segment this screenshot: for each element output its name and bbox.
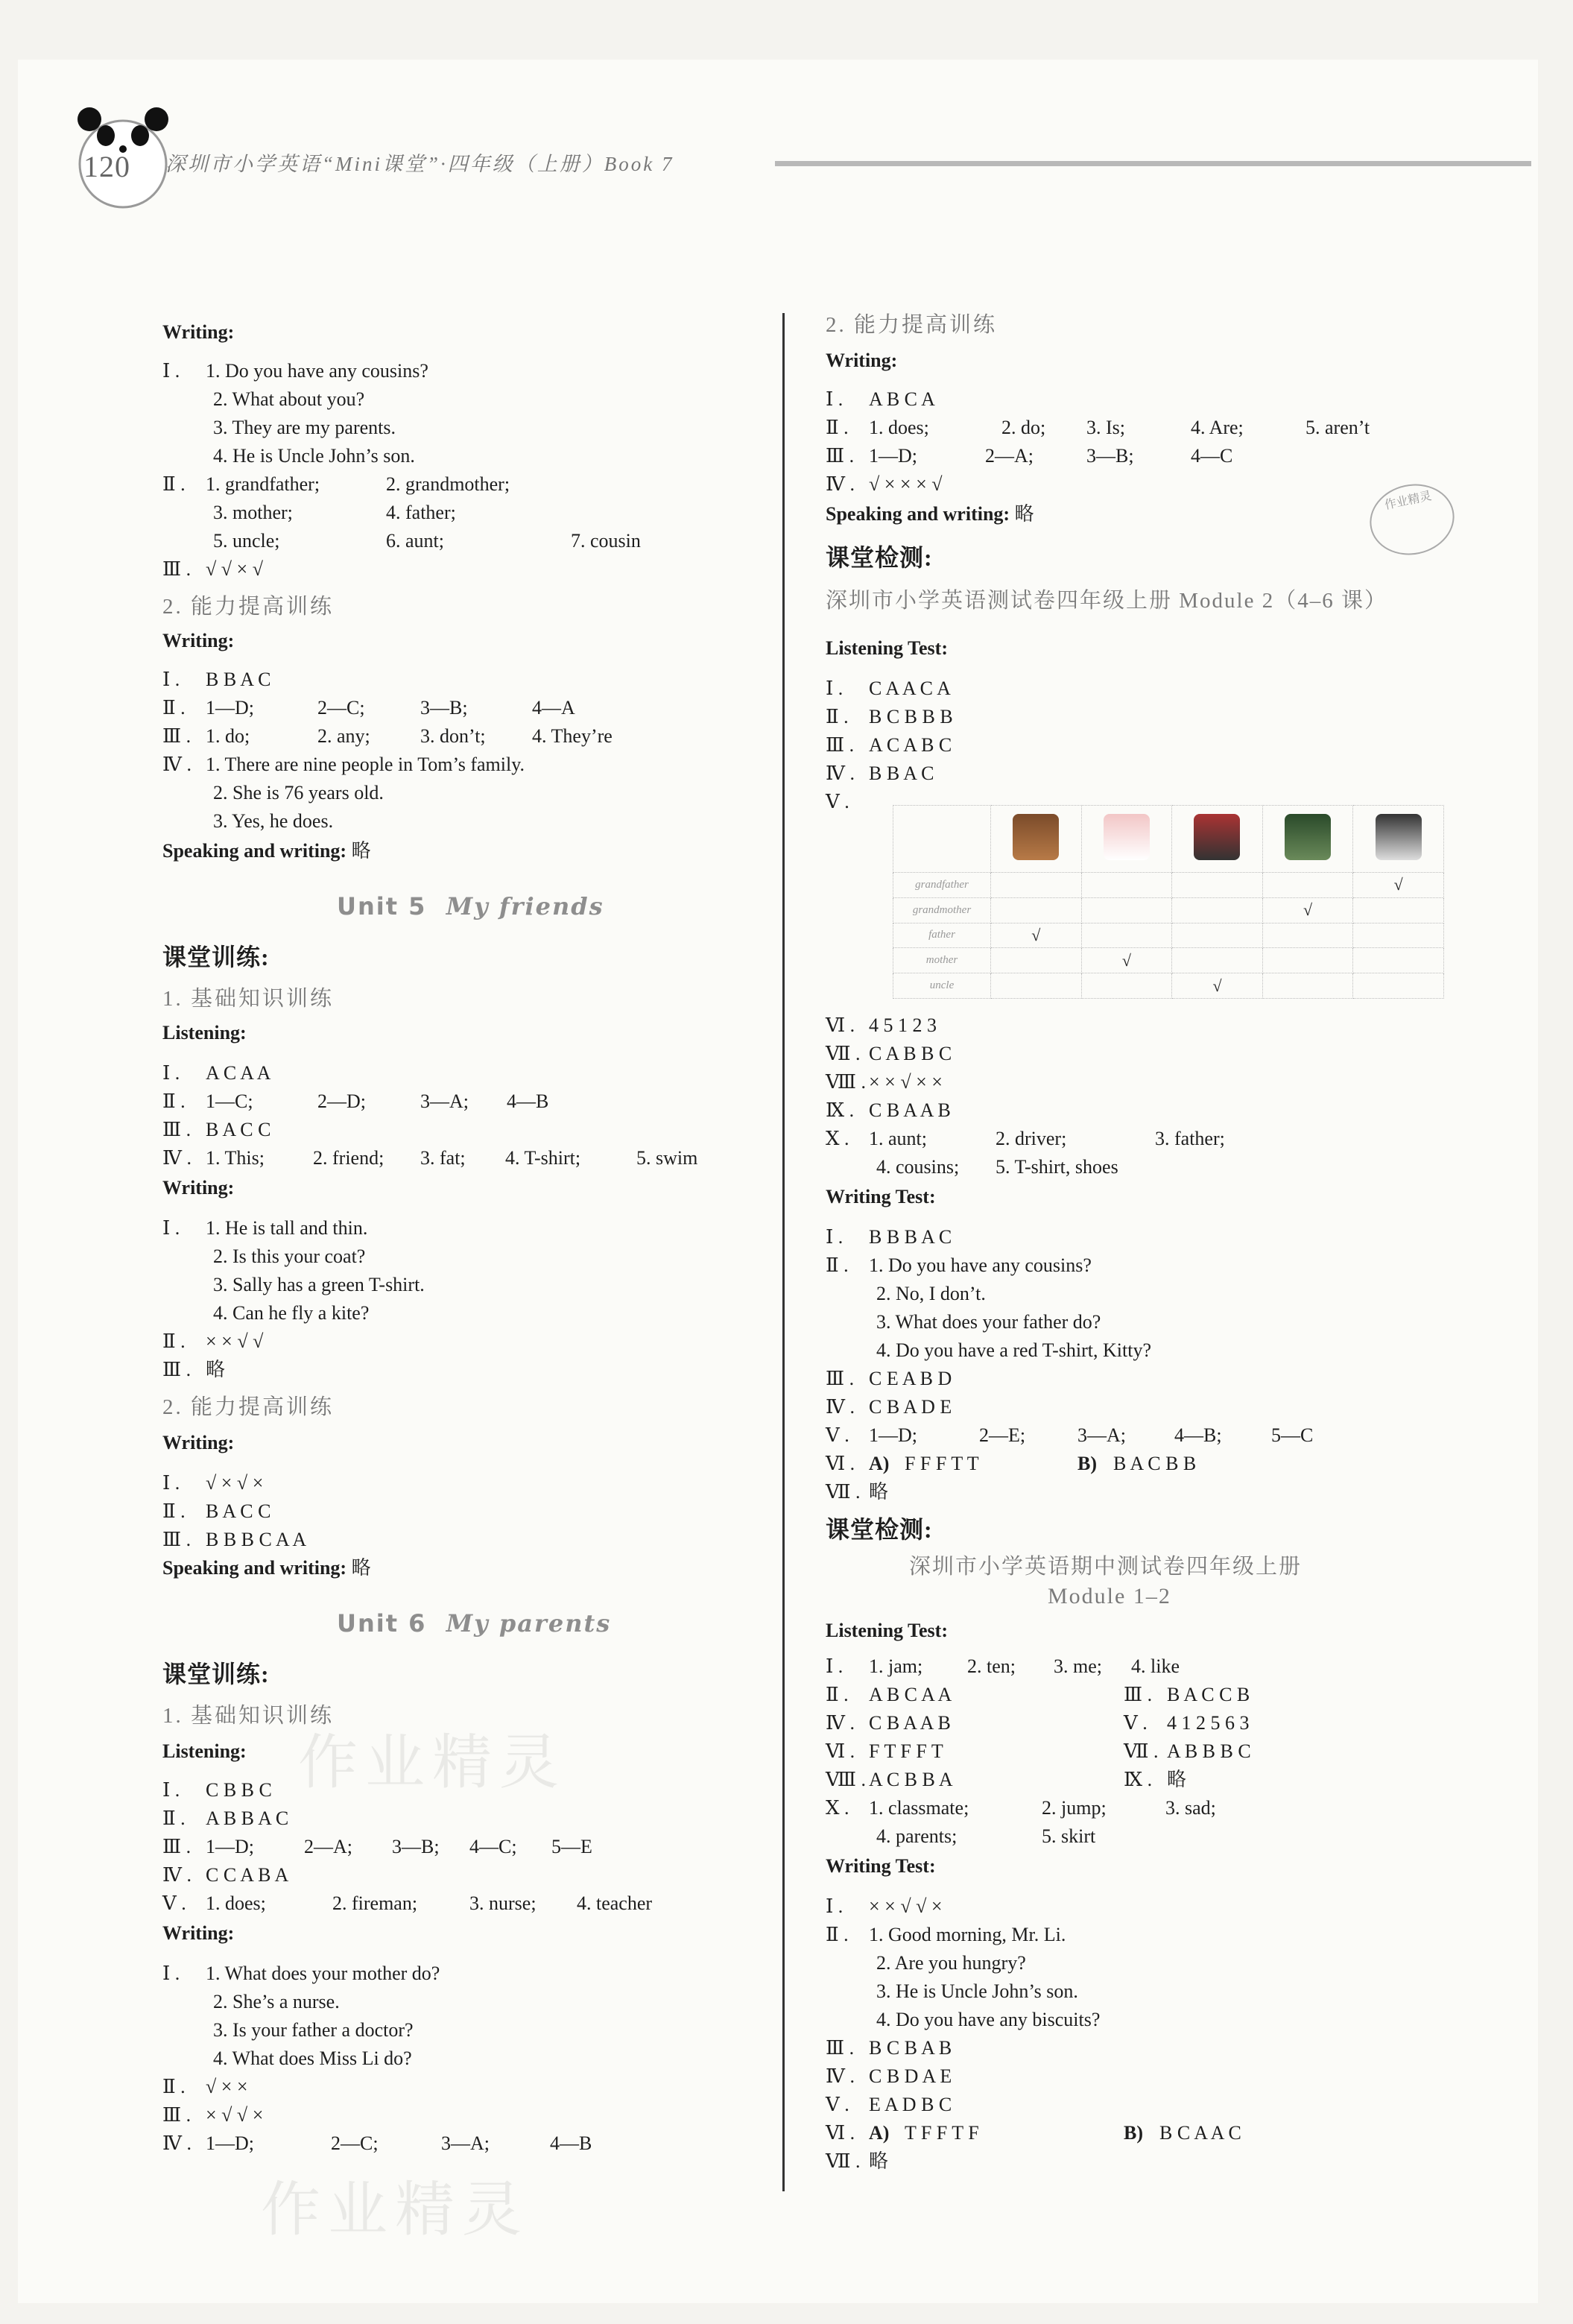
answer-row: 2. No, I don’t. [876, 1283, 986, 1304]
answer-row: Ⅳ . 1—D; 2—C; 3—A; 4—B [162, 2132, 592, 2154]
answer-row: 2. Is this your coat? [213, 1245, 366, 1267]
answer-row: 4. He is Uncle John’s son. [213, 445, 415, 467]
speaking-writing: Speaking and writing: 略 [162, 1557, 371, 1579]
answer-row: Ⅱ . B C B B B [826, 706, 953, 727]
stamp-logo: 作业精灵 [1363, 476, 1460, 563]
answer-row: Ⅱ . 1. Good morning, Mr. Li. [826, 1924, 1066, 1945]
answer-row: Ⅲ . C E A B D [826, 1368, 952, 1389]
answer-row: Ⅴ . E A D B C [826, 2094, 952, 2115]
speaking-writing: Speaking and writing: 略 [826, 503, 1034, 525]
answer-row: Ⅲ . 1—D; 2—A; 3—B; 4—C [826, 445, 1233, 467]
answer-row: Ⅲ . A C A B C [826, 734, 952, 756]
table-row-label: grandmother [893, 897, 991, 923]
answer-row: 2. What about you? [213, 388, 365, 410]
answer-row: Ⅶ . 略 [826, 2150, 889, 2172]
section-label: Writing: [162, 1432, 235, 1453]
right-column [826, 313, 1526, 2191]
answer-row: 3. They are my parents. [213, 417, 396, 438]
page-header [45, 89, 1528, 224]
header-rule [775, 161, 1531, 166]
answer-row: Ⅴ . [826, 791, 849, 812]
answer-row: Ⅵ . 4 5 1 2 3 [826, 1014, 937, 1036]
answer-row: Ⅰ . B B B A C [826, 1226, 952, 1248]
answer-row: 5. uncle; 6. aunt; 7. cousin [213, 530, 641, 552]
answer-row: Ⅰ . 1. What does your mother do? [162, 1963, 440, 1984]
answer-row: 4. parents; 5. skirt [876, 1825, 1096, 1847]
answer-row: 3. Is your father a doctor? [213, 2019, 414, 2041]
answer-row: Ⅰ . × × √ √ × [826, 1895, 943, 1917]
section-heading: 课堂训练: [162, 944, 270, 970]
answer-row: Ⅱ . 1—D; 2—C; 3—B; 4—A [162, 697, 575, 719]
answer-row: Ⅶ . 略 [826, 1481, 889, 1503]
answer-row: Ⅰ . 1. jam; 2. ten; 3. me; 4. like [826, 1655, 1180, 1677]
subsection-title: 1. 基础知识训练 [162, 987, 335, 1011]
answer-row: Ⅰ . 1. Do you have any cousins? [162, 360, 428, 382]
answer-row: Ⅰ . A B C A [826, 388, 935, 410]
section-label: Listening Test: [826, 637, 948, 659]
answer-row: Ⅱ . A B C A A Ⅲ . B A C C B [826, 1684, 1250, 1705]
section-label: Listening: [162, 1022, 247, 1043]
answer-row: Ⅲ . × √ √ × [162, 2104, 264, 2126]
check-mark: √ [1172, 973, 1263, 999]
section-label: Writing: [162, 1177, 235, 1199]
answer-row: Ⅱ . 1—C; 2—D; 3—A; 4—B [162, 1090, 549, 1112]
subsection-title: 2. 能力提高训练 [826, 313, 998, 337]
answer-row: Ⅰ . C A A C A [826, 678, 951, 699]
answer-row: Ⅹ . 1. classmate; 2. jump; 3. sad; [826, 1797, 1216, 1819]
watermark: 作业精灵 [261, 2175, 529, 2244]
answer-row: 4. Can he fly a kite? [213, 1302, 370, 1324]
answer-row: Ⅲ . 1—D; 2—A; 3—B; 4—C; 5—E [162, 1836, 592, 1857]
answer-row: Ⅵ . A) F F F T T B) B A C B B [826, 1453, 1197, 1474]
answer-row: Ⅵ . A) T F F T F B) B C A A C [826, 2122, 1241, 2144]
section-heading: 课堂检测: [826, 544, 933, 571]
check-mark: √ [991, 923, 1082, 948]
answer-row: Ⅰ . C B B C [162, 1779, 272, 1801]
answer-row: Ⅳ . 1. This; 2. friend; 3. fat; 4. T-shirt; 5. swim [162, 1147, 698, 1169]
answer-row: 4. cousins; 5. T-shirt, shoes [876, 1156, 1118, 1178]
unit-title: Unit 6 My parents [337, 1609, 612, 1638]
answer-row: Ⅰ . √ × √ × [162, 1472, 264, 1494]
table-row-label: uncle [893, 973, 991, 999]
answer-row: Ⅶ . C A B B C [826, 1043, 952, 1064]
section-label: Writing: [162, 630, 235, 651]
answer-row: 4. Do you have any biscuits? [876, 2009, 1101, 2030]
answer-row: 2. Are you hungry? [876, 1952, 1026, 1974]
answer-row: Ⅲ . √ √ × √ [162, 558, 263, 580]
pic-driver [991, 806, 1082, 873]
unit-title: Unit 5 My friends [337, 892, 604, 921]
section-label: Writing: [162, 1922, 235, 1944]
answer-row: Ⅳ . C C A B A [162, 1864, 289, 1886]
answer-row: Ⅱ . √ × × [162, 2076, 248, 2097]
answer-row: Ⅲ . 略 [162, 1359, 226, 1380]
answer-row: Ⅵ . F T F F T Ⅶ . A B B B C [826, 1740, 1251, 1762]
answer-row: Ⅰ . 1. He is tall and thin. [162, 1217, 368, 1239]
test-module: Module 1–2 [1048, 1584, 1171, 1608]
pic-teacher [1262, 806, 1353, 873]
section-label: Listening Test: [826, 1620, 948, 1641]
section-label: Listening: [162, 1740, 247, 1762]
answer-row: Ⅳ . C B A A B Ⅴ . 4 1 2 5 6 3 [826, 1712, 1250, 1734]
answer-row: 2. She’s a nurse. [213, 1991, 340, 2012]
answer-row: 2. She is 76 years old. [213, 782, 384, 803]
answer-row: Ⅱ . 1. does; 2. do; 3. Is; 4. Are; 5. aren’t [826, 417, 1370, 438]
answer-row: Ⅰ . A C A A [162, 1062, 271, 1084]
left-column [162, 313, 863, 2191]
watermark: 作业精灵 [298, 1728, 566, 1797]
answer-row: Ⅴ . 1. does; 2. fireman; 3. nurse; 4. teacher [162, 1892, 653, 1914]
table-row-label: father [893, 923, 991, 948]
answer-row: Ⅰ . B B A C [162, 669, 271, 690]
page-number: 120 [83, 150, 130, 183]
table-corner [893, 806, 991, 873]
answer-row: Ⅳ . √ × × × √ [826, 473, 943, 495]
section-label: Writing Test: [826, 1186, 936, 1207]
answer-row: Ⅱ . × × √ √ [162, 1330, 264, 1352]
answer-row: 3. He is Uncle John’s son. [876, 1980, 1078, 2002]
check-mark: √ [1262, 897, 1353, 923]
answer-row: Ⅱ . B A C C [162, 1500, 271, 1522]
answer-row: 4. Do you have a red T-shirt, Kitty? [876, 1339, 1151, 1361]
answer-row: Ⅹ . 1. aunt; 2. driver; 3. father; [826, 1128, 1225, 1149]
matching-table [893, 805, 1444, 999]
answer-row: Ⅳ . C B A D E [826, 1396, 952, 1418]
answer-row: 3. Yes, he does. [213, 810, 334, 832]
answer-row: Ⅱ . A B B A C [162, 1807, 289, 1829]
answer-row: 3. mother; 4. father; [213, 502, 456, 523]
subsection-title: 2. 能力提高训练 [162, 595, 335, 619]
answer-row: Ⅲ . B C B A B [826, 2037, 952, 2059]
answer-row: Ⅴ . 1—D; 2—E; 3—A; 4—B; 5—C [826, 1424, 1314, 1446]
answer-row: 3. What does your father do? [876, 1311, 1101, 1333]
subsection-title: 2. 能力提高训练 [162, 1395, 335, 1419]
speaking-writing: Speaking and writing: 略 [162, 840, 371, 862]
table-row-label: mother [893, 948, 991, 973]
section-heading: 课堂训练: [162, 1661, 270, 1687]
answer-row: Ⅱ . 1. grandfather; 2. grandmother; [162, 473, 510, 495]
section-label: Writing: [826, 350, 898, 371]
test-title: 深圳市小学英语期中测试卷四年级上册 [909, 1555, 1303, 1579]
answer-row: Ⅷ . A C B B A Ⅸ . 略 [826, 1769, 1187, 1790]
table-row-label: grandfather [893, 873, 991, 898]
answer-row: Ⅳ . B B A C [826, 762, 934, 784]
pic-doctor [1353, 806, 1444, 873]
section-label: Writing Test: [826, 1855, 936, 1877]
answer-row: Ⅳ . C B D A E [826, 2065, 952, 2087]
header-title: 深圳市小学英语“Mini课堂”·四年级（上册）Book 7 [165, 153, 674, 175]
pic-nurse [1081, 806, 1172, 873]
subsection-title: 1. 基础知识训练 [162, 1704, 335, 1728]
section-label: Writing: [162, 321, 235, 343]
check-mark: √ [1081, 948, 1172, 973]
answer-row: Ⅳ . 1. There are nine people in Tom’s family. [162, 754, 525, 775]
answer-row: Ⅲ . B A C C [162, 1119, 271, 1140]
answer-row: 3. Sally has a green T-shirt. [213, 1274, 425, 1295]
answer-row: 4. What does Miss Li do? [213, 2047, 412, 2069]
section-heading: 课堂检测: [826, 1516, 933, 1543]
test-title: 深圳市小学英语测试卷四年级上册 Module 2（4–6 课） [826, 589, 1387, 613]
answer-row: Ⅸ . C B A A B [826, 1099, 951, 1121]
check-mark: √ [1353, 873, 1444, 898]
pic-fireman [1172, 806, 1263, 873]
answer-row: Ⅱ . 1. Do you have any cousins? [826, 1254, 1092, 1276]
answer-row: Ⅷ . × × √ × × [826, 1071, 943, 1093]
answer-row: Ⅲ . 1. do; 2. any; 3. don’t; 4. They’re [162, 725, 613, 747]
answer-row: Ⅲ . B B B C A A [162, 1529, 307, 1550]
